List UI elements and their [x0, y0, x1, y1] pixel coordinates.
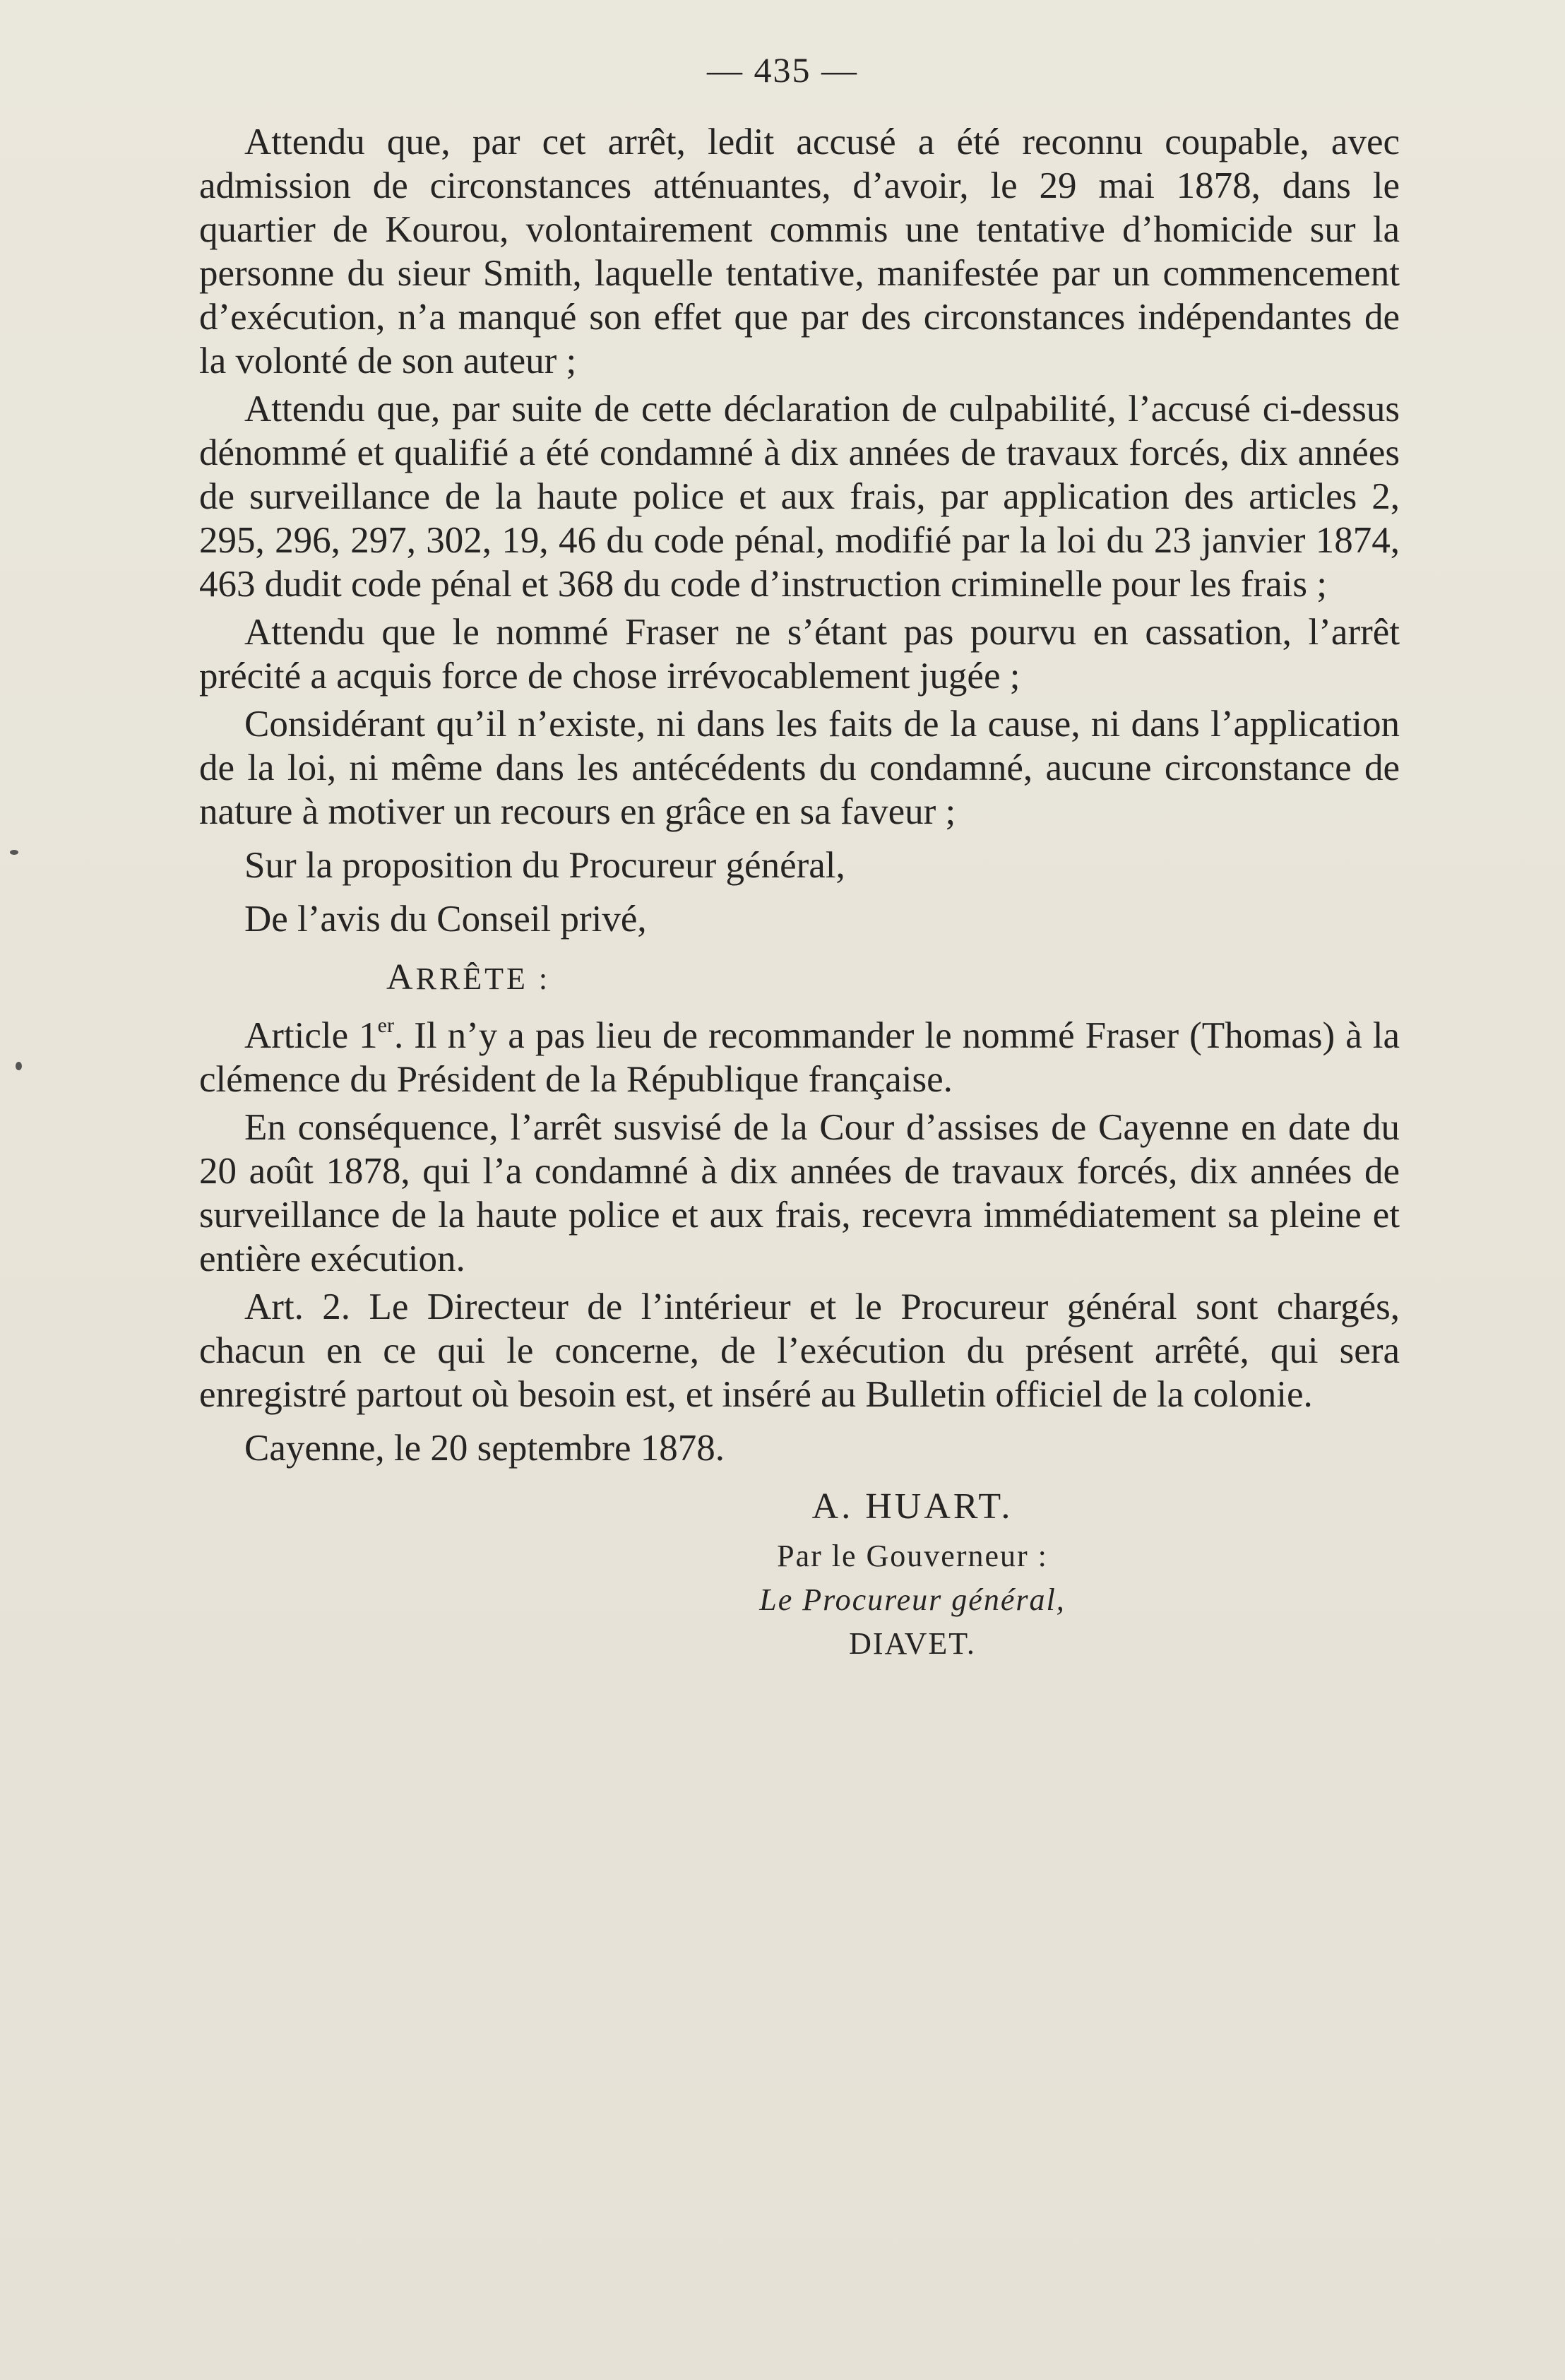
signature-signer: DIAVET.	[849, 1626, 976, 1661]
date-line: Cayenne, le 20 septembre 1878.	[244, 1428, 725, 1469]
body-text	[199, 120, 1400, 1666]
paragraph-avis: De l’avis du Conseil privé,	[244, 899, 647, 940]
article-1-sup: er	[377, 1014, 394, 1037]
article-2: Art. 2. Le Directeur de l’intérieur et le Procureur général sont chargés, chacun en ce qui le concerne, de l’exécution du présent arrêté, qui sera enregistré partout où besoin est, et inséré au Bulletin officiel de la colonie.	[199, 1286, 1400, 1415]
paragraph-proposition: Sur la proposition du Procureur général,	[244, 845, 845, 886]
paragraph-attendu-2: Attendu que, par suite de cette déclaration de culpabilité, l’accusé ci-dessus dénommé et qualifié a été condamné à dix années de travaux forcés, dix années de surveillance de la haute police et aux frais, par application des articles 2, 295, 296, 297, 302, 19, 46 du code pénal, modifié par la loi du 23 janvier 1874, 463 dudit code pénal et 368 du code d’instruction criminelle pour les frais ;	[199, 389, 1400, 605]
page-number: — 435 —	[707, 50, 858, 90]
article-1-text: . Il n’y a pas lieu de recommander le nommé Fraser (Thomas) à la clémence du Président de la République française.	[199, 1015, 1400, 1100]
signature-name: A. HUART.	[811, 1486, 1013, 1527]
signature-role: Le Procureur général,	[759, 1582, 1066, 1617]
article-1	[199, 1014, 1400, 1101]
arrete-heading	[386, 957, 1400, 998]
paragraph-considerant: Considérant qu’il n’existe, ni dans les faits de la cause, ni dans l’application de la loi, ni même dans les antécédents du condamné, aucune circonstance de nature à motiver un recours en grâce en sa faveur ;	[199, 704, 1400, 832]
paragraph-consequence: En conséquence, l’arrêt susvisé de la Cour d’assises de Cayenne en date du 20 août 1878, qui l’a condamné à dix années de travaux forcés, dix années de surveillance de la haute police et aux frais, recevra immédiatement sa pleine et entière exécution.	[199, 1107, 1400, 1279]
margin-mark	[16, 1062, 22, 1070]
article-1-lead: Article 1	[244, 1015, 378, 1056]
paragraph-attendu-1: Attendu que, par cet arrêt, ledit accusé a été reconnu coupable, avec admission de circonstances atténuantes, d’avoir, le 29 mai 1878, dans le quartier de Kourou, volontairement commis une tentative d’homicide sur la personne du sieur Smith, laquelle tentative, manifestée par un commencement d’exécution, n’a manqué son effet que par des circonstances indépendantes de la volonté de son auteur ;	[199, 122, 1400, 381]
paragraph-attendu-3: Attendu que le nommé Fraser ne s’étant pas pourvu en cassation, l’arrêt précité a acquis force de chose irrévocablement jugée ;	[199, 612, 1400, 697]
heading-initial: A	[386, 957, 416, 997]
margin-mark	[10, 850, 18, 855]
heading-rest: RRÊTE :	[415, 961, 551, 996]
signature-by: Par le Gouverneur :	[777, 1539, 1048, 1573]
